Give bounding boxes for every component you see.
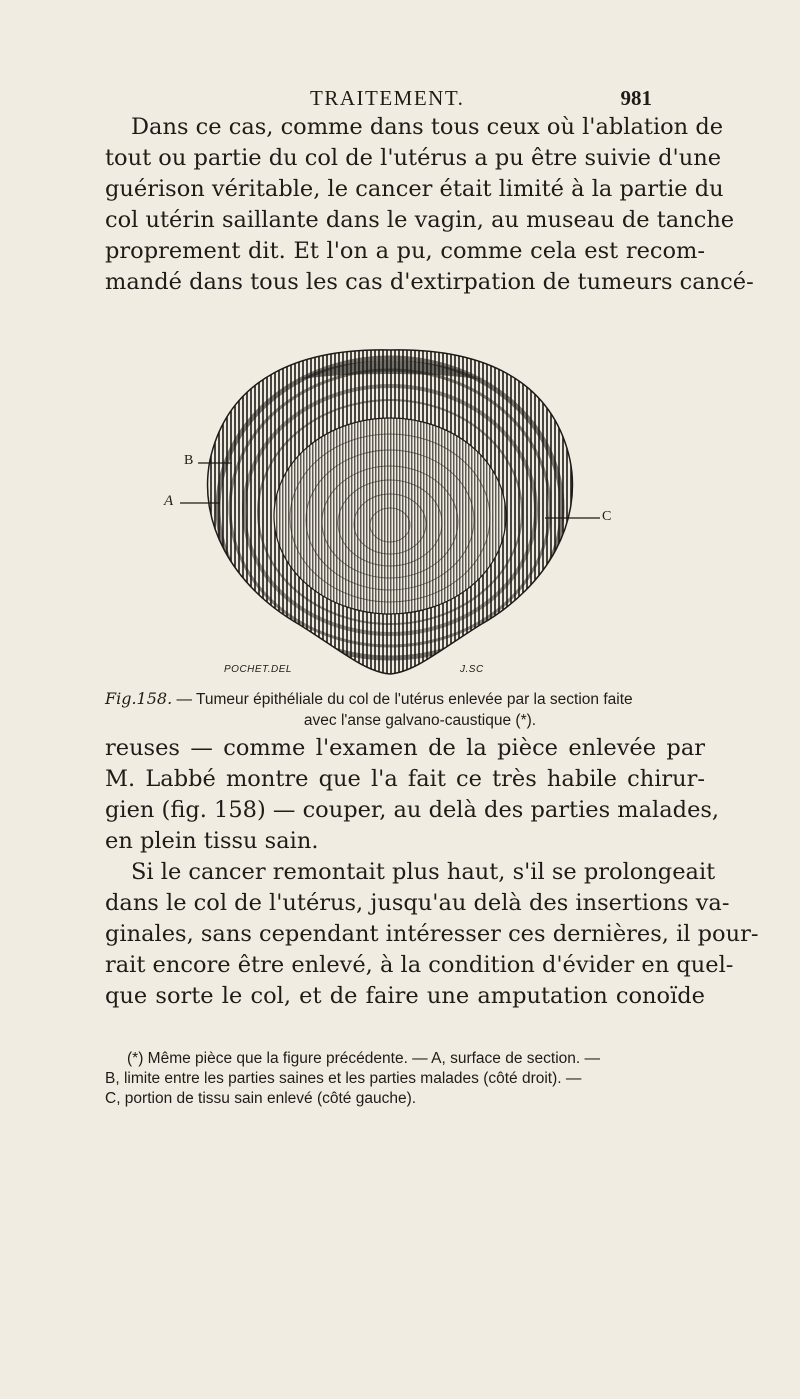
footnote	[105, 1049, 703, 1109]
text-line: en plein tissu sain.	[105, 828, 319, 854]
text-line: mandé dans tous les cas d'extirpation de tumeurs cancé-	[105, 269, 754, 295]
text-line: dans le col de l'utérus, jusqu'au delà des insertions va-	[105, 890, 730, 916]
text-line: ginales, sans cependant intéresser ces dernières, il pour-	[105, 921, 759, 947]
text-line: col utérin saillante dans le vagin, au museau de tanche	[105, 207, 735, 233]
text-line: proprement dit. Et l'on a pu, comme cela est recom-	[105, 238, 705, 264]
text-line: rait encore être enlevé, à la condition d'évider en quel-	[105, 952, 734, 978]
paragraph-1	[105, 112, 754, 298]
text-line: Si le cancer remontait plus haut, s'il se prolongeait	[131, 859, 716, 885]
paragraph-2	[105, 733, 759, 1012]
text-line: reuses — comme l'examen de la pièce enlevée par	[105, 735, 705, 761]
running-title: TRAITEMENT.	[310, 86, 465, 110]
text-line: Dans ce cas, comme dans tous ceux où l'ablation de	[131, 114, 724, 140]
caption-line-1	[105, 688, 705, 710]
running-head	[150, 86, 652, 114]
caption-line-2: avec l'anse galvano-caustique (*).	[303, 712, 537, 729]
engraver-signature-left: POCHET.DEL	[224, 664, 292, 675]
engraver-signature-right: J.SC	[460, 664, 484, 675]
figure-caption	[105, 688, 705, 731]
figure-reference: Fig.158.	[105, 689, 173, 708]
text-line: que sorte le col, et de faire une amputation conoïde	[105, 983, 705, 1009]
text-line: M. Labbé montre que l'a fait ce très habile chirur-	[105, 766, 705, 792]
footnote-line: (*) Même pièce que la figure précédente. — A, surface de section. —	[127, 1050, 600, 1067]
footnote-line: C, portion de tissu sain enlevé (côté gauche).	[105, 1090, 417, 1107]
page-number: 981	[620, 86, 652, 110]
text-line: gien (fig. 158) — couper, au delà des parties malades,	[105, 797, 720, 823]
caption-text: — Tumeur épithéliale du col de l'utérus enlevée par la section faite	[172, 691, 633, 708]
text-line: tout ou partie du col de l'utérus a pu être suivie d'une	[105, 145, 722, 171]
label-c: C	[602, 509, 612, 524]
label-a: A	[164, 493, 174, 509]
footnote-line: B, limite entre les parties saines et les parties malades (côté droit). —	[105, 1070, 582, 1087]
text-line: guérison véritable, le cancer était limité à la partie du	[105, 176, 724, 202]
figure-158	[150, 340, 630, 685]
label-b: B	[184, 453, 194, 468]
tumor-engraving	[150, 340, 630, 685]
